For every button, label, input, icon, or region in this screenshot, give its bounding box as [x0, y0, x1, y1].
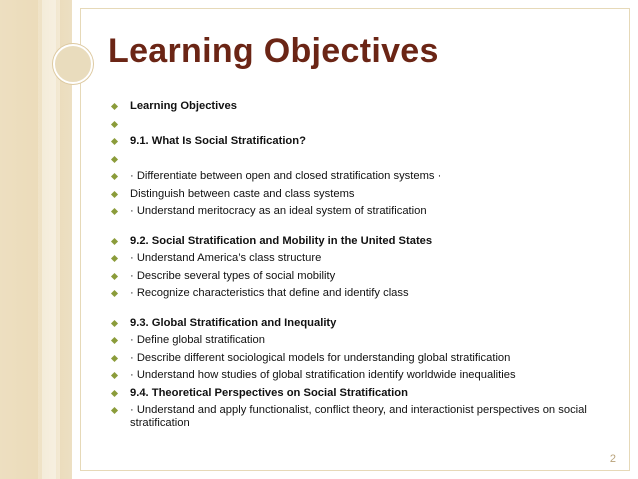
list-item-text: 9.4. Theoretical Perspectives on Social Stratification: [130, 386, 408, 399]
list-item: [110, 98, 615, 116]
list-item: [110, 367, 615, 385]
diamond-bullet-icon: [111, 120, 118, 127]
list-item: [110, 133, 615, 151]
list-item: [110, 233, 615, 251]
diamond-bullet-icon: [111, 155, 118, 162]
diamond-bullet-icon: [111, 389, 118, 396]
list-item-text: Learning Objectives: [130, 100, 237, 112]
diamond-bullet-icon: [111, 372, 118, 379]
diamond-bullet-icon: [111, 337, 118, 344]
list-item-text: · Understand how studies of global stratification identify worldwide inequalities: [130, 369, 516, 381]
list-item: [110, 168, 615, 186]
diamond-bullet-icon: [111, 208, 118, 215]
decorative-circle-icon: [53, 44, 93, 84]
diamond-bullet-icon: [111, 272, 118, 279]
list-item: [110, 203, 615, 221]
diamond-bullet-icon: [111, 354, 118, 361]
diamond-bullet-icon: [111, 173, 118, 180]
list-item-text: 9.1. What Is Social Stratification?: [130, 135, 306, 147]
page-number: 2: [609, 453, 616, 465]
list-item-text: 9.2. Social Stratification and Mobility in the United States: [130, 234, 433, 247]
list-item: [110, 402, 615, 430]
list-item: [110, 151, 615, 169]
list-item: [110, 116, 615, 134]
list-item: [110, 250, 615, 268]
diamond-bullet-icon: [111, 255, 118, 262]
objectives-list: [110, 98, 615, 430]
list-item: [110, 268, 615, 286]
list-item-text: · Understand meritocracy as an ideal system of stratification: [130, 205, 427, 217]
list-item-text: · Recognize characteristics that define and identify class: [130, 287, 409, 299]
diamond-bullet-icon: [111, 319, 118, 326]
slide-title: Learning Objectives: [108, 32, 439, 70]
diamond-bullet-icon: [111, 190, 118, 197]
decorative-strip: [0, 0, 38, 479]
list-item: [110, 385, 615, 403]
list-item-text: · Understand and apply functionalist, conflict theory, and interactionist perspectives on social stratification: [130, 404, 587, 429]
list-item-text: · Describe different sociological models for understanding global stratification: [130, 351, 511, 364]
list-item-text: · Describe several types of social mobility: [130, 269, 336, 282]
diamond-bullet-icon: [111, 237, 118, 244]
list-item-text: · Define global stratification: [130, 334, 265, 346]
list-item: [110, 350, 615, 368]
list-item-text: · Understand America’s class structure: [130, 252, 322, 264]
list-item: [110, 186, 615, 204]
diamond-bullet-icon: [111, 290, 118, 297]
diamond-bullet-icon: [111, 103, 118, 110]
diamond-bullet-icon: [111, 138, 118, 145]
list-item: [110, 332, 615, 350]
diamond-bullet-icon: [111, 407, 118, 414]
list-item: [110, 285, 615, 303]
list-item-text: · Differentiate between open and closed stratification systems ·: [130, 170, 442, 182]
list-item-text: 9.3. Global Stratification and Inequality: [130, 316, 337, 329]
list-item: [110, 315, 615, 333]
list-item-text: Distinguish between caste and class systems: [130, 187, 355, 200]
